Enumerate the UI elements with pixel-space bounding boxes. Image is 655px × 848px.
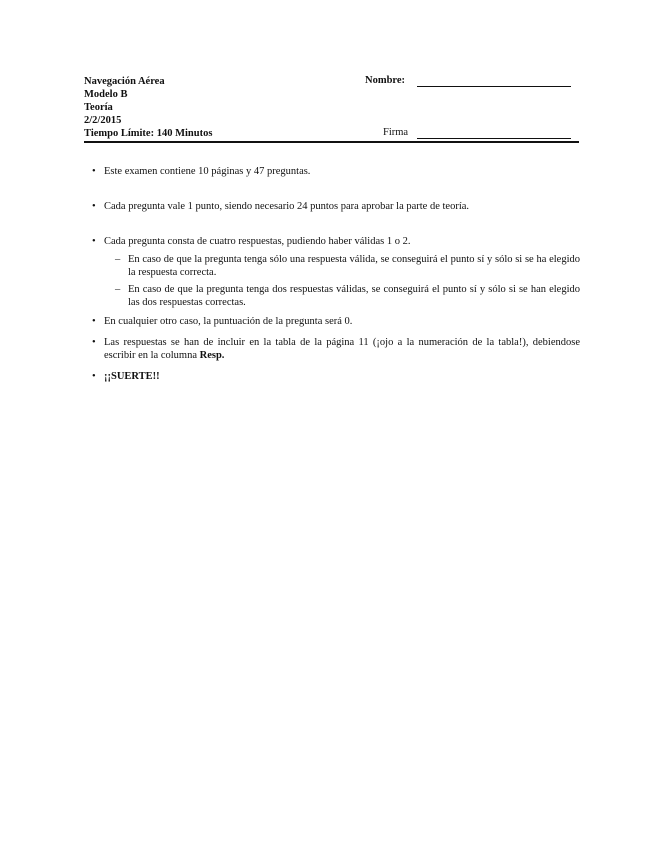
- instruction-item: • Cada pregunta consta de cuatro respuestas, pudiendo haber válidas 1 o 2. – En caso de que la pregunta tenga sólo una respuesta válida, se conseguirá el punto sí y sólo si se ha elegido la respuesta correcta. – En caso de que la pregunta tenga dos respuestas válidas, se conseguirá el punto sí y sólo si se han elegido las dos respuestas correctas.: [92, 235, 580, 309]
- column-name: Resp.: [199, 350, 225, 361]
- good-luck: ¡¡SUERTE!!: [104, 371, 160, 382]
- exam-date: 2/2/2015: [84, 115, 122, 126]
- instruction-item: • Cada pregunta vale 1 punto, siendo necesario 24 puntos para aprobar la parte de teoría.: [92, 200, 580, 213]
- instruction-list: [92, 165, 580, 383]
- student-fields: [365, 75, 575, 138]
- instruction-subitem: – En caso de que la pregunta tenga dos respuestas válidas, se conseguirá el punto sí y sólo si se han elegido las dos respuestas correctas.: [104, 283, 580, 309]
- name-field: [365, 75, 575, 88]
- instruction-item: • Las respuestas se han de incluir en la tabla de la página 11 (¡ojo a la numeración de la tabla!), debiendose escribir en la columna Resp.: [92, 336, 580, 362]
- exam-part: Teoría: [84, 102, 113, 113]
- header-divider: [84, 141, 579, 143]
- instruction-item: • En cualquier otro caso, la puntuación de la pregunta será 0.: [92, 315, 580, 328]
- name-blank-line: [417, 86, 571, 87]
- signature-field: [383, 127, 575, 140]
- name-label: Nombre:: [365, 75, 406, 86]
- course-title: Navegación Aérea: [84, 76, 165, 87]
- exam-model: Modelo B: [84, 89, 128, 100]
- instruction-subitem: – En caso de que la pregunta tenga sólo una respuesta válida, se conseguirá el punto sí y sólo si se ha elegido la respuesta correcta.: [104, 253, 580, 279]
- instruction-item: [92, 370, 580, 383]
- instruction-sublist: [104, 253, 580, 309]
- instruction-item: • Este examen contiene 10 páginas y 47 preguntas.: [92, 165, 580, 178]
- exam-header-info: [84, 75, 212, 140]
- instructions: [92, 165, 580, 383]
- signature-blank-line: [417, 138, 571, 139]
- time-limit: Tiempo Límite: 140 Minutos: [84, 128, 213, 139]
- signature-label: Firma: [383, 127, 409, 138]
